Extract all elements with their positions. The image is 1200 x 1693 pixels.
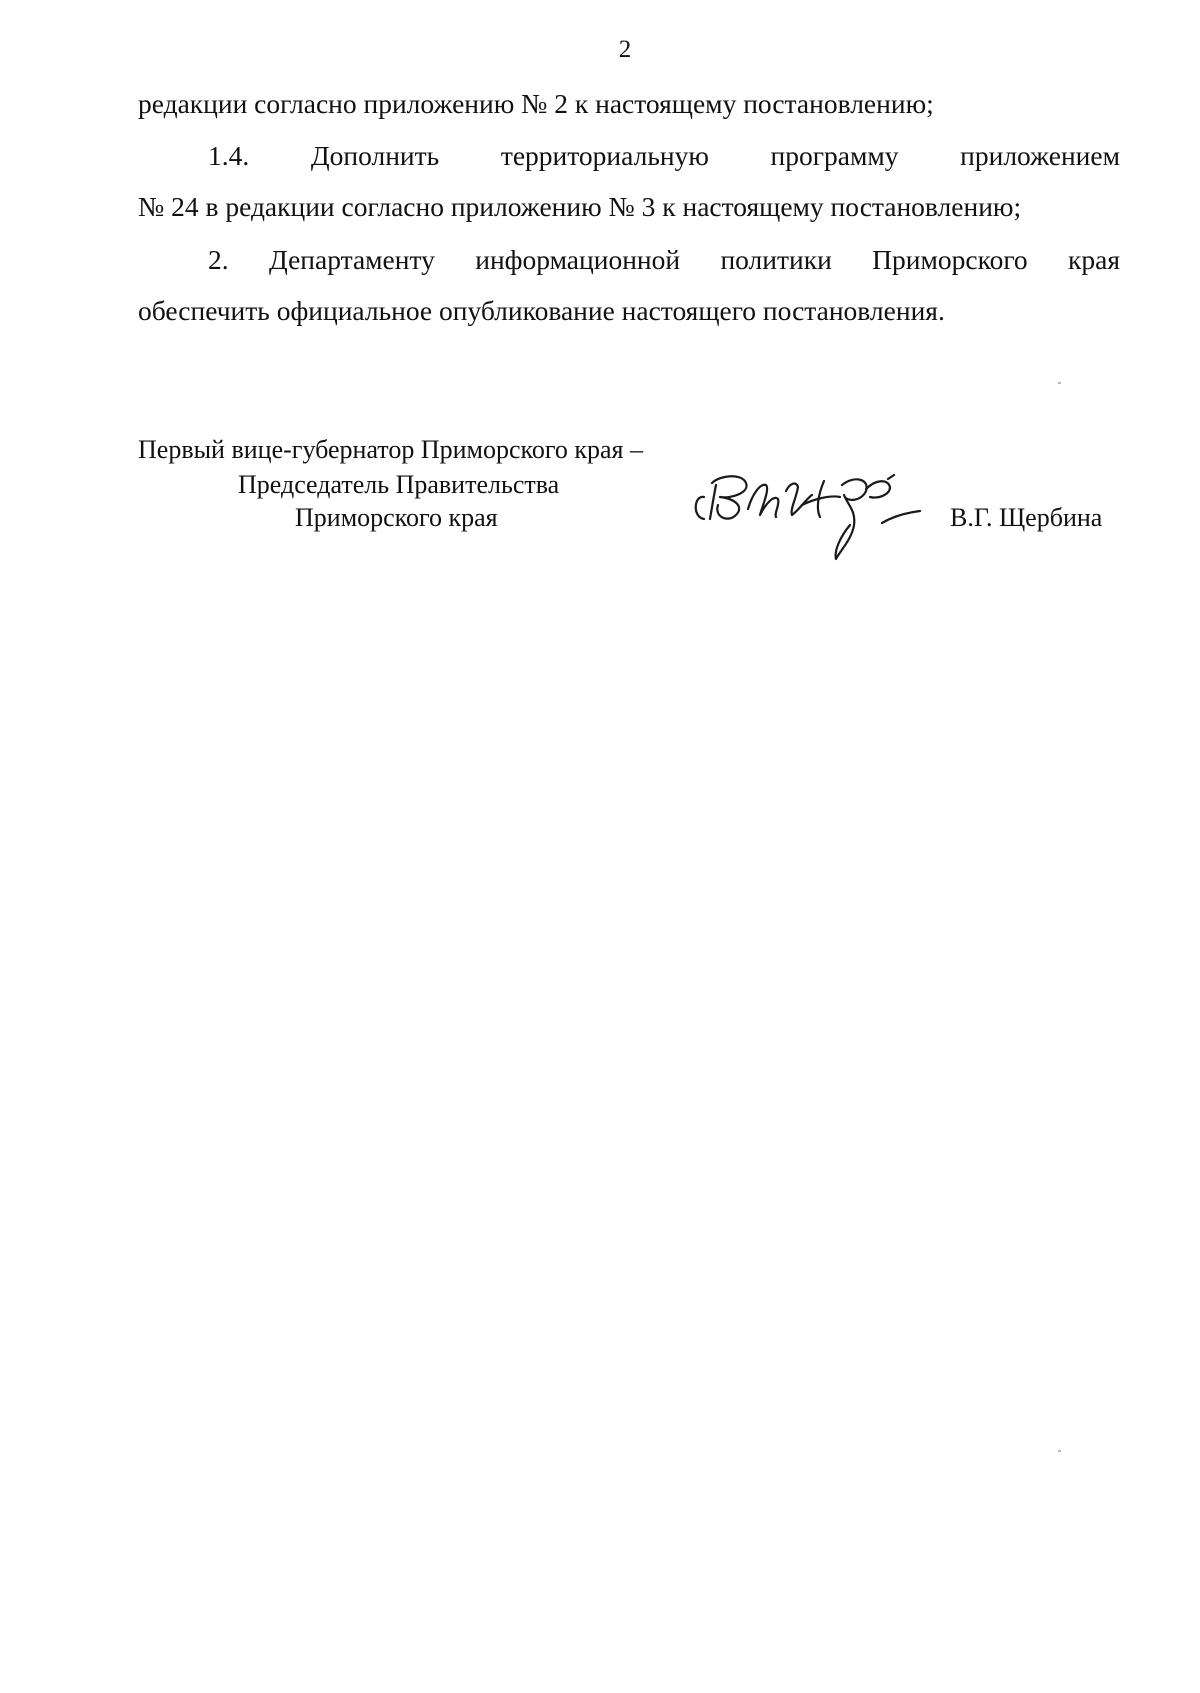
signatory-title-line-2: Председатель Правительства xyxy=(238,470,560,499)
scan-speck xyxy=(1058,382,1061,384)
handwritten-signature xyxy=(690,455,940,565)
text-line-3: № 24 в редакции согласно приложению № 3 к настоящему постановлению; xyxy=(138,191,1022,222)
text-line-1: редакции согласно приложению № 2 к настоящему постановлению; xyxy=(138,88,934,119)
text-line-5: обеспечить официальное опубликование настоящего постановления. xyxy=(138,295,945,326)
scan-speck xyxy=(1058,1450,1061,1452)
text-line-2: 1.4. Дополнить территориальную программу приложением xyxy=(208,140,1120,171)
signatory-name: В.Г. Щербина xyxy=(950,503,1103,532)
signatory-title-line-3: Приморского края xyxy=(295,503,498,532)
page-number: 2 xyxy=(618,36,632,63)
signatory-title-line-1: Первый вице-губернатор Приморского края – xyxy=(138,435,643,464)
text-line-4: 2. Департаменту информационной политики Приморского края xyxy=(208,244,1120,275)
